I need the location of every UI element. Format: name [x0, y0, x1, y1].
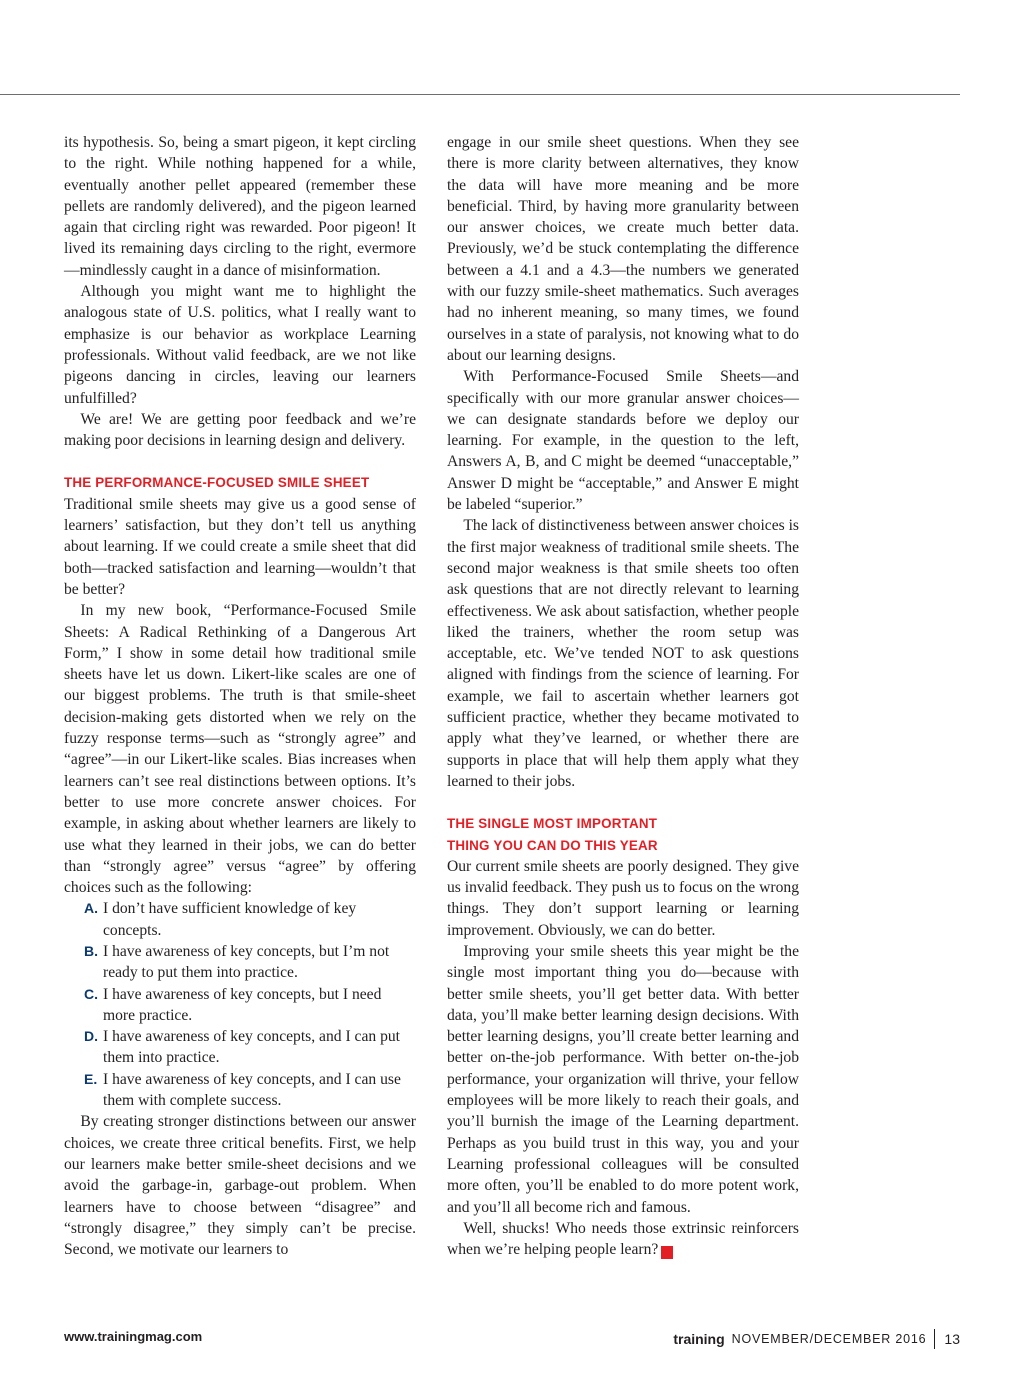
header-rule	[0, 94, 960, 95]
answer-letter: C.	[84, 985, 98, 1002]
answer-text: I have awareness of key concepts, and I can put them into practice.	[103, 1028, 401, 1067]
body-paragraph: We are! We are getting poor feedback and we’re making poor decisions in learning design and delivery.	[64, 410, 416, 450]
answer-letter: E.	[84, 1070, 98, 1087]
end-of-article-icon: t	[661, 1246, 673, 1259]
footer-issue-date: NOVEMBER/DECEMBER 2016	[731, 1332, 927, 1346]
body-paragraph: The lack of distinctiveness between answer choices is the first major weakness of traditional smile sheets. The second major weakness is that smile sheets too often ask questions that are not directly relevant to learning effectiveness. We ask about satisfaction, whether people liked the trainers, whether the room setup was acceptable, etc. We’ve tended NOT to ask questions aligned with findings from the science of learning. For example, we fail to ascertain whether learners got sufficient practice, whether they became motivated to apply what they’ve learned, or whether there are supports in place that will help them apply what they learned to their jobs.	[447, 517, 799, 790]
section-heading-line: THING YOU CAN DO THIS YEAR	[447, 837, 658, 853]
answer-letter: B.	[84, 942, 98, 959]
answer-text: I have awareness of key concepts, and I can use them with complete success.	[103, 1070, 401, 1110]
section-heading: THE PERFORMANCE-FOCUSED SMILE SHEET	[64, 475, 370, 491]
left-column	[64, 132, 416, 1260]
footer-magazine-name: training	[673, 1331, 725, 1347]
body-paragraph: Traditional smile sheets may give us a good sense of learners’ satisfaction, but they don’t tell us anything about learning. If we could create a smile sheet that did both—tracked satisfaction and learning—wouldn’t that be better?	[64, 495, 416, 598]
body-paragraph: With Performance-Focused Smile Sheets—and specifically with our more granular answer choices—we can designate standards before we deploy our learning. For example, in the question to the left, Answers A, B, and C might be deemed “unacceptable,” Answer D might be “acceptable,” and Answer E might be labeled “superior.”	[447, 368, 799, 514]
footer-website: www.trainingmag.com	[64, 1329, 203, 1344]
body-paragraph: its hypothesis. So, being a smart pigeon, it kept circling to the right. While nothing happened for a while, eventually another pellet appeared (remember these pellets are randomly delivered), and the pigeon learned again that circling right was rewarded. Poor pigeon! It lived its remaining days circling to the right, evermore—mindlessly caught in a dance of misinformation.	[64, 134, 416, 279]
footer-divider	[934, 1329, 935, 1349]
answer-choice	[64, 941, 416, 984]
body-paragraph	[447, 1218, 799, 1261]
page-number: 13	[944, 1331, 960, 1347]
section-heading	[447, 792, 799, 856]
closing-sentence: Well, shucks! Who needs those extrinsic reinforcers when we’re helping people learn?	[447, 1219, 799, 1259]
body-paragraph: In my new book, “Performance-Focused Smile Sheets: A Radical Rethinking of a Dangerous Art Form,” I show in some detail how traditional smile sheets have let us down. Likert-like scales are one of our biggest problems. The truth is that smile-sheet decision-making gets distorted when we rely on the fuzzy response terms—such as “strongly agree” and “agree”—in our Likert-like scales. Bias increases when learners can’t see real distinctions between options. It’s better to use more concrete answer choices. For example, in asking about whether learners are likely to use what they learned in their jobs, we can do better than “strongly agree” versus “agree” by offering choices such as the following:	[64, 602, 416, 897]
answer-choice	[64, 1069, 416, 1112]
answer-choices-list	[64, 898, 416, 1111]
footer-folio	[673, 1329, 960, 1349]
answer-text: I have awareness of key concepts, but I’m not ready to put them into practice.	[103, 942, 390, 982]
body-paragraph: Improving your smile sheets this year might be the single most important thing you do—because with better smile sheets, you’ll get better data. With better data, you’ll make better learning design decisions. With better learning designs, you’ll create better learning and better on-the-job performance. With better on-the-job performance, your organization will thrive, your fellow employees will be more likely to reach their goals, and you’ll burnish the image of the Learning department. Perhaps as you build trust in this way, you and your Learning professional colleagues will be consulted more often, you’ll be enabled to do more potent work, and you’ll all become rich and famous.	[447, 942, 799, 1216]
body-paragraph: Although you might want me to highlight the analogous state of U.S. politics, what I really want to emphasize is our behavior as workplace Learning professionals. Without valid feedback, are we not like pigeons dancing in circles, leaving our learners unfulfilled?	[64, 283, 416, 407]
body-paragraph: Our current smile sheets are poorly designed. They give us invalid feedback. They push us to focus on the wrong things. They don’t support learning or learning improvement. Obviously, we can do better.	[447, 857, 799, 939]
section-heading-line: THE SINGLE MOST IMPORTANT	[447, 816, 658, 832]
answer-choice	[64, 984, 416, 1027]
answer-letter: A.	[84, 900, 98, 917]
answer-choice	[64, 898, 416, 941]
right-column	[447, 132, 799, 1260]
body-paragraph: engage in our smile sheet questions. When they see there is more clarity between alternatives, they know the data will have more meaning and be more beneficial. Third, by having more granularity between our answer choices, we create much better data. Previously, we’d be stuck contemplating the difference between a 4.1 and a 4.3—the numbers we generated with our fuzzy smile-sheet mathematics. Such averages had no inherent meaning, so many times, we found ourselves in a state of paralysis, not knowing what to do about our learning designs.	[447, 134, 799, 364]
answer-choice	[64, 1026, 416, 1069]
body-paragraph: By creating stronger distinctions between our answer choices, we create three critical benefits. First, we help our learners make better smile-sheet decisions and we avoid the garbage-in, garbage-out problem. When learners have to choose between “disagree” and “strongly disagree,” they simply can’t be precise. Second, we motivate our learners to	[64, 1113, 416, 1259]
answer-text: I don’t have sufficient knowledge of key concepts.	[103, 900, 357, 939]
answer-letter: D.	[84, 1028, 98, 1045]
answer-text: I have awareness of key concepts, but I need more practice.	[103, 985, 382, 1024]
